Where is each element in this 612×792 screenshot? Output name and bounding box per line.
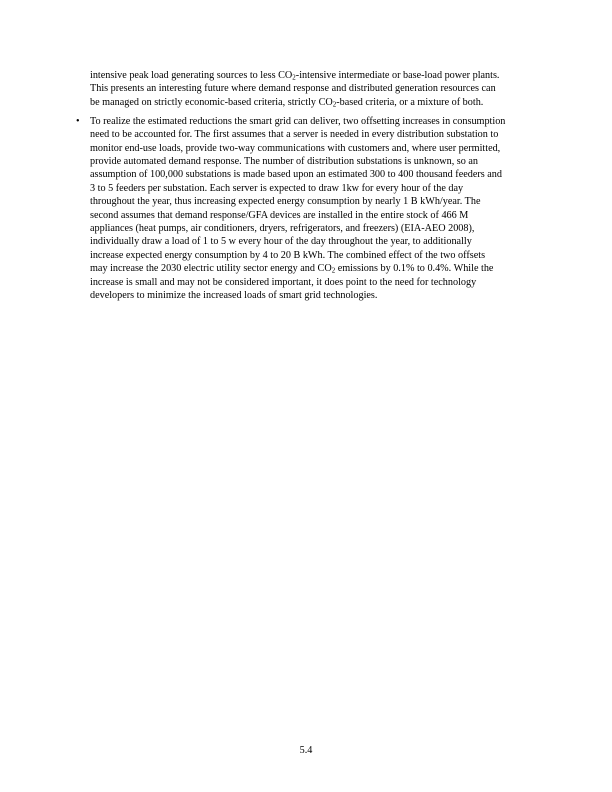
text-line: throughout the year, thus increasing expected energy consumption by nearly 1 B kWh/year. The [90, 196, 481, 208]
text-line: appliances (heat pumps, air conditioners, dryers, refrigerators, and freezers) (EIA-AEO 2008), [90, 223, 475, 235]
text-line: monitor end-use loads, provide two-way communications with customers and, where user permitted, [90, 142, 501, 154]
subscript: 2 [332, 100, 337, 109]
text-line: may increase the 2030 electric utility sector energy and $CO_2$ emissions by 0.1% to 0.4%. While the [90, 263, 494, 275]
bullet-list-item [76, 115, 546, 303]
text-line: assumption of 100,000 substations is made based upon an estimated 300 to 400 thousand feeders and [90, 169, 502, 181]
text-line: increase expected energy consumption by 4 to 20 B kWh. The combined effect of the two offsets [90, 249, 486, 261]
subscript: 2 [292, 73, 296, 82]
text-line: increase is small and may not be considered important, it does point to the need for technology [90, 276, 477, 288]
text-line: intensive peak load generating sources to less $CO_2$-intensive intermediate or base-load power plants. [90, 70, 500, 82]
text-line: developers to minimize the increased loads of smart grid technologies. [90, 290, 378, 302]
text-line: provide automated demand response. The number of distribution substations is unknown, so an [90, 156, 479, 168]
bullet-marker: • [76, 115, 80, 127]
text-line: This presents an interesting future where demand response and distributed generation resources can [90, 83, 496, 95]
body-text [76, 69, 546, 303]
subscript: 2 [331, 266, 336, 275]
text-line: 3 to 5 feeders per substation. Each server is expected to draw 1kw for every hour of the day [90, 182, 464, 194]
page-number: 5.4 [299, 745, 313, 756]
text-line: To realize the estimated reductions the smart grid can deliver, two offsetting increases in consumption [90, 115, 506, 127]
text-line: second assumes that demand response/GFA devices are installed in the entire stock of 466 M [90, 209, 469, 221]
text-line: be managed on strictly economic-based criteria, strictly $CO_2$-based criteria, or a mixture of both. [90, 96, 484, 109]
text-line: need to be accounted for. The first assumes that a server is needed in every distribution substation to [90, 129, 499, 141]
continuation-paragraph [90, 69, 546, 109]
text-line: individually draw a load of 1 to 5 w every hour of the day throughout the year, to additionally [90, 236, 472, 248]
